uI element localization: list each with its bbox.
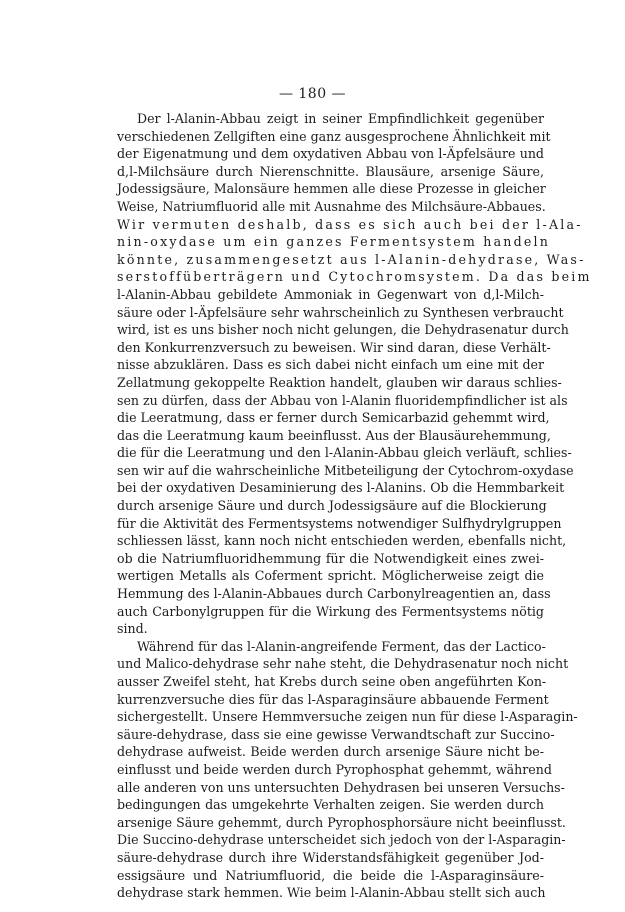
text-line: das die Leeratmung kaum beeinflusst. Aus der Blausäurehemmung,: [117, 427, 551, 443]
text-line: säure oder l-Äpfelsäure sehr wahrscheinlich zu Synthesen verbraucht: [117, 304, 564, 320]
text-line-spaced: könnte, zusammengesetzt aus l-Alanin-dehydrase, Was-: [117, 251, 586, 267]
text-line: Während für das l-Alanin-angreifende Ferment, das der Lactico-: [137, 638, 546, 654]
text-line: sen wir auf die wahrscheinliche Mitbeteiligung der Cytochrom-oxydase: [117, 462, 574, 478]
text-line: sichergestellt. Unsere Hemmversuche zeigen nun für diese l-Asparagin-: [117, 709, 578, 725]
text-line: wird, ist es uns bisher noch nicht gelungen, die Dehydrasenatur durch: [117, 322, 569, 338]
text-line-spaced: nin-oxydase um ein ganzes Fermentsystem handeln: [117, 234, 551, 250]
text-line: sen zu dürfen, dass der Abbau von l-Alanin fluoridempfindlicher ist als: [117, 392, 568, 408]
text-line: der Eigenatmung und dem oxydativen Abbau von l-Äpfelsäure und: [117, 146, 544, 162]
text-line: säure-dehydrase, dass sie eine gewisse Verwandtschaft zur Succino-: [117, 726, 555, 742]
text-line: ob die Natriumfluoridhemmung für die Notwendigkeit eines zwei-: [117, 550, 544, 566]
text-line: auch Carbonylgruppen für die Wirkung des Fermentsystems nötig: [117, 603, 544, 619]
text-line: Der l-Alanin-Abbau zeigt in seiner Empfindlichkeit gegenüber: [137, 111, 544, 126]
text-line: essigsäure und Natriumfluorid, die beide die l-Asparaginsäure-: [117, 867, 544, 883]
text-line: arsenige Säure gehemmt, durch Pyrophosphorsäure nicht beeinflusst.: [117, 814, 566, 830]
page-number: — 180 —: [278, 86, 347, 102]
text-line: einflusst und beide werden durch Pyrophosphat gehemmt, während: [117, 761, 552, 777]
text-line: durch arsenige Säure und durch Jodessigsäure auf die Blockierung: [117, 498, 547, 514]
text-line: für die Aktivität des Fermentsystems notwendiger Sulfhydrylgruppen: [117, 515, 562, 531]
text-line: kurrenzversuche dies für das l-Asparaginsäure abbauende Ferment: [117, 691, 549, 707]
body-text: [117, 110, 592, 902]
text-line: schliessen lässt, kann noch nicht entschieden werden, ebenfalls nicht,: [117, 533, 567, 549]
text-line-spaced: Wir vermuten deshalb, dass es sich auch bei der l-Ala-: [117, 216, 583, 232]
text-line: Weise, Natriumfluorid alle mit Ausnahme des Milchsäure-Abbaues.: [117, 198, 546, 214]
text-line: dehydrase stark hemmen. Wie beim l-Alanin-Abbau stellt sich auch: [117, 885, 546, 901]
text-line: die Leeratmung, dass er ferner durch Semicarbazid gehemmt wird,: [117, 410, 550, 426]
text-line: bei der oxydativen Desaminierung des l-Alanins. Ob die Hemmbarkeit: [117, 480, 565, 496]
text-line: Zellatmung gekoppelte Reaktion handelt, glauben wir daraus schlies-: [117, 374, 562, 390]
text-line: bedingungen das umgekehrte Verhalten zeigen. Sie werden durch: [117, 797, 544, 813]
paragraph-1: [117, 110, 592, 638]
paragraph-2: [117, 638, 578, 902]
text-line: verschiedenen Zellgiften eine ganz ausgesprochene Ähnlichkeit mit: [117, 128, 551, 144]
text-line: und Malico-dehydrase sehr nahe steht, die Dehydrasenatur noch nicht: [117, 656, 569, 672]
text-line: wertigen Metalls als Coferment spricht. Möglicherweise zeigt die: [117, 568, 544, 584]
text-line: Jodessigsäure, Malonsäure hemmen alle diese Prozesse in gleicher: [117, 181, 546, 197]
text-line: die für die Leeratmung und den l-Alanin-Abbau gleich verläuft, schlies-: [117, 445, 572, 461]
text-line: d,l-Milchsäure durch Nierenschnitte. Blausäure, arsenige Säure,: [117, 163, 544, 179]
text-line: l-Alanin-Abbau gebildete Ammoniak in Gegenwart von d,l-Milch-: [117, 286, 544, 302]
text-line-spaced: serstoffüberträgern und Cytochromsystem. Da das beim: [117, 269, 592, 285]
text-line: alle anderen von uns untersuchten Dehydrasen bei unseren Versuchs-: [117, 779, 565, 795]
text-line: säure-dehydrase durch ihre Widerstandsfähigkeit gegenüber Jod-: [117, 849, 544, 865]
text-line: Die Succino-dehydrase unterscheidet sich jedoch von der l-Asparagin-: [117, 832, 566, 848]
text-line: ausser Zweifel steht, hat Krebs durch seine oben angeführten Kon-: [117, 674, 547, 689]
text-line: dehydrase aufweist. Beide werden durch arsenige Säure nicht be-: [117, 744, 544, 760]
text-line: Hemmung des l-Alanin-Abbaues durch Carbonylreagentien an, dass: [117, 586, 551, 602]
text-line: nisse abzuklären. Dass es sich dabei nicht einfach um eine mit der: [117, 357, 544, 373]
text-line: sind.: [117, 621, 148, 637]
text-line: den Konkurrenzversuch zu beweisen. Wir sind daran, diese Verhält-: [117, 339, 551, 355]
